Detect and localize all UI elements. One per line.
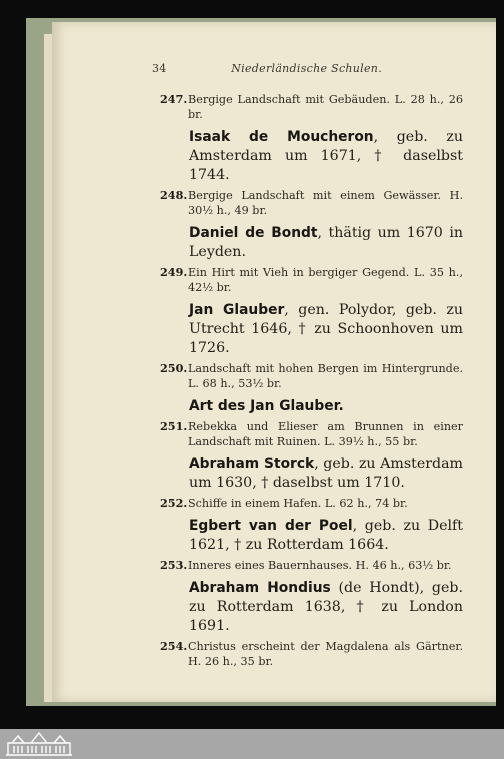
entry-text: Landschaft mit hohen Bergen im Hintergrunde. L. 68 h., 53½ br. bbox=[188, 362, 463, 390]
artist-detail: (de Hondt), geb. zu Rotterdam 1638, † zu London 1691. bbox=[189, 580, 463, 634]
artist-name: Jan Glauber bbox=[189, 302, 285, 318]
footer-strip bbox=[0, 729, 504, 759]
entry-number: 254. bbox=[160, 639, 188, 653]
entry-text: Inneres eines Bauernhauses. H. 46 h., 63½ br. bbox=[188, 559, 452, 572]
entry-text: Bergige Landschaft mit Gebäuden. L. 28 h., 26 br. bbox=[188, 93, 463, 121]
artist-name: Art des Jan Glauber. bbox=[189, 398, 344, 414]
catalogue-entry bbox=[160, 639, 463, 669]
artist-detail: , geb. zu Delft 1621, † zu Rotterdam 1664. bbox=[189, 518, 464, 553]
catalogue-content bbox=[160, 92, 463, 671]
running-head bbox=[152, 62, 392, 78]
artist-heading bbox=[160, 517, 463, 555]
artist-heading bbox=[160, 301, 463, 358]
entry-text: Bergige Landschaft mit einem Gewässer. H. 30½ h., 49 br. bbox=[188, 189, 463, 217]
entry-number: 251. bbox=[160, 419, 188, 433]
page-number: 34 bbox=[152, 62, 167, 75]
artist-detail: , gen. Polydor, geb. zu Utrecht 1646, † zu Schoonhoven um 1726. bbox=[189, 302, 463, 356]
catalogue-entry bbox=[160, 92, 463, 122]
artist-heading bbox=[160, 224, 463, 262]
entry-number: 252. bbox=[160, 496, 188, 510]
entry-text: Schiffe in einem Hafen. L. 62 h., 74 br. bbox=[188, 497, 408, 510]
page-title: Niederländische Schulen. bbox=[231, 62, 382, 75]
artist-heading bbox=[160, 397, 463, 416]
artist-detail: , geb. zu Amsterdam um 1630, † daselbst um 1710. bbox=[189, 456, 463, 491]
entry-text: Ein Hirt mit Vieh in bergiger Gegend. L. 35 h., 42½ br. bbox=[188, 266, 463, 294]
catalogue-entry bbox=[160, 188, 463, 218]
artist-name: Abraham Storck bbox=[189, 456, 315, 472]
artist-name: Abraham Hondius bbox=[189, 580, 331, 596]
catalogue-entry bbox=[160, 558, 463, 573]
artist-heading bbox=[160, 455, 463, 493]
entry-number: 248. bbox=[160, 188, 188, 202]
entry-number: 249. bbox=[160, 265, 188, 279]
entry-text: Rebekka und Elieser am Brunnen in einer Landschaft mit Ruinen. L. 39½ h., 55 br. bbox=[188, 420, 463, 448]
artist-detail: , thätig um 1670 in Leyden. bbox=[189, 225, 464, 260]
artist-heading bbox=[160, 128, 463, 185]
catalogue-entry bbox=[160, 265, 463, 295]
artist-name: Egbert van der Poel bbox=[189, 518, 353, 534]
catalogue-entry bbox=[160, 496, 463, 511]
entry-number: 247. bbox=[160, 92, 188, 106]
entry-number: 253. bbox=[160, 558, 188, 572]
library-building-icon bbox=[4, 731, 74, 757]
artist-name: Isaak de Moucheron bbox=[189, 129, 374, 145]
artist-name: Daniel de Bondt bbox=[189, 225, 318, 241]
artist-heading bbox=[160, 579, 463, 636]
artist-detail: , geb. zu Amsterdam um 1671, † daselbst 1744. bbox=[189, 129, 463, 183]
entry-number: 250. bbox=[160, 361, 188, 375]
entry-text: Christus erscheint der Magdalena als Gärtner. H. 26 h., 35 br. bbox=[188, 640, 463, 668]
catalogue-entry bbox=[160, 361, 463, 391]
catalogue-entry bbox=[160, 419, 463, 449]
